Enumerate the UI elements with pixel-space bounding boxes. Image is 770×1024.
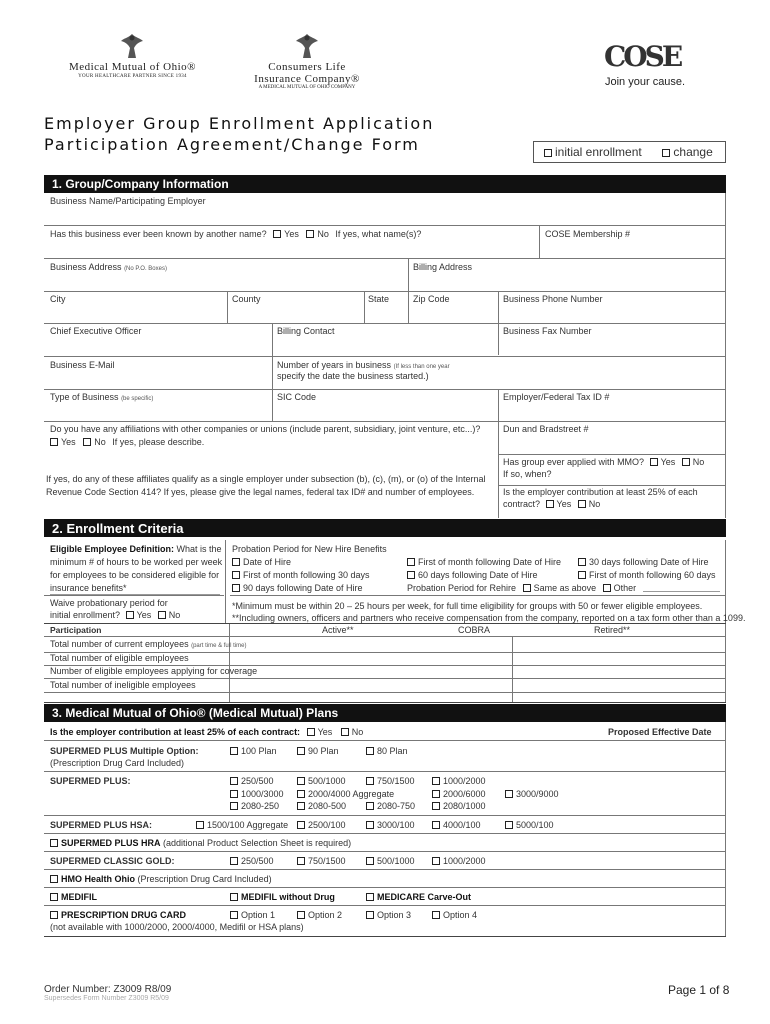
note-minimum-hours: *Minimum must be within 20 – 25 hours per week, for full time eligibility for groups with 50 or fewer eligible employees. — [232, 601, 703, 611]
contrib-25-no-checkbox[interactable] — [578, 500, 586, 508]
years-note-1: (If less than one year — [393, 364, 450, 370]
thirty-days-checkbox[interactable] — [578, 558, 586, 566]
rehire-label: Probation Period for Rehire — [407, 583, 517, 593]
sp-option — [432, 801, 486, 811]
known-by-no-label: No — [317, 229, 329, 239]
sp-checkbox[interactable] — [366, 777, 374, 785]
other-line[interactable] — [643, 591, 720, 592]
gold-option — [230, 856, 274, 866]
gold-option-label: 500/1000 — [377, 856, 415, 866]
business-name-field[interactable]: Business Name/Participating Employer — [50, 196, 206, 206]
billing-address-field[interactable]: Billing Address — [413, 262, 473, 272]
medifil-nodrug-label: MEDIFIL without Drug — [241, 892, 335, 902]
sp-option-label: 2000/4000 Aggregate — [308, 789, 395, 799]
rx-checkbox[interactable] — [366, 911, 374, 919]
col-active: Active** — [322, 625, 354, 635]
rx-option-label: Option 2 — [308, 910, 343, 920]
sp-option-label: 1000/2000 — [443, 776, 486, 786]
city-field[interactable]: City — [50, 294, 66, 304]
sp-option-label: 750/1500 — [377, 776, 415, 786]
eligible-def-bold: Eligible Employee Definition: — [50, 544, 175, 554]
opt-first-month-30 — [232, 570, 370, 580]
gold-checkbox[interactable] — [366, 857, 374, 865]
table-row[interactable]: Total number of eligible employees — [50, 653, 189, 663]
rehire-row — [407, 583, 636, 593]
waive-no-label: No — [168, 610, 181, 620]
sp-option — [297, 776, 346, 786]
order-supersedes: Supersedes Form Number Z3009 R5/09 — [44, 995, 169, 1002]
sp-checkbox[interactable] — [505, 790, 513, 798]
sp-checkbox[interactable] — [432, 790, 440, 798]
type-label: Type of Business — [50, 392, 119, 402]
thirty-days-label: 30 days following Date of Hire — [589, 557, 709, 567]
county-field[interactable]: County — [232, 294, 261, 304]
initial-enrollment-label: initial enrollment — [555, 145, 642, 159]
cose-membership-field[interactable]: COSE Membership # — [545, 229, 631, 239]
row-note: (part time & full time) — [191, 643, 247, 649]
years-label: Number of years in business — [277, 360, 392, 370]
consumers-life-name-1: Consumers Life — [268, 61, 346, 73]
rx-checkbox[interactable] — [230, 911, 238, 919]
row-label: Total number of current employees — [50, 639, 189, 649]
gold-checkbox[interactable] — [230, 857, 238, 865]
opt-date-of-hire — [232, 557, 291, 567]
hsa-checkbox[interactable] — [432, 821, 440, 829]
opt-90-days — [232, 583, 363, 593]
sp-option — [505, 789, 559, 799]
waive-line-1: Waive probationary period for — [50, 598, 168, 608]
waive-label: initial enrollment? — [50, 610, 121, 620]
sp-option-label: 2080/1000 — [443, 801, 486, 811]
eligible-def-text: What is the — [176, 544, 222, 554]
rx-option — [366, 910, 411, 920]
affiliations-question: Do you have any affiliations with other companies or unions (include parent, subsidiary, joint venture, etc...)? — [50, 424, 481, 434]
sp-option-label: 1000/3000 — [241, 789, 284, 799]
hsa-checkbox[interactable] — [297, 821, 305, 829]
applied-mmo-yes-checkbox[interactable] — [650, 458, 658, 466]
gold-checkbox[interactable] — [432, 857, 440, 865]
date-of-hire-label: Date of Hire — [243, 557, 292, 567]
rx-checkbox[interactable] — [432, 911, 440, 919]
applied-mmo-label: Has group ever applied with MMO? — [503, 457, 645, 467]
business-phone-field[interactable]: Business Phone Number — [503, 294, 603, 304]
known-by-question — [50, 229, 421, 239]
cose-wordmark: COSE — [604, 40, 681, 73]
form-title-line-1: Employer Group Enrollment Application — [44, 114, 435, 133]
hmo-checkbox[interactable] — [50, 875, 58, 883]
affiliations-no-label: No — [94, 437, 106, 447]
business-address-field[interactable] — [50, 262, 167, 272]
eligible-def-line-1 — [50, 544, 222, 554]
rx-label: PRESCRIPTION DRUG CARD — [61, 910, 187, 920]
sp-option — [366, 776, 415, 786]
medical-mutual-logo — [50, 32, 215, 82]
sp-checkbox[interactable] — [230, 777, 238, 785]
sp-option — [432, 789, 486, 799]
type-of-business-field[interactable] — [50, 392, 153, 402]
hsa-option-label: 5000/100 — [516, 820, 554, 830]
waive-question — [50, 610, 180, 620]
hsa-label: SUPERMED PLUS HSA: — [50, 820, 153, 830]
other-checkbox[interactable] — [603, 584, 611, 592]
hsa-option — [196, 820, 288, 830]
hsa-option-label: 2500/100 — [308, 820, 346, 830]
business-fax-field[interactable]: Business Fax Number — [503, 326, 592, 336]
contrib-question — [50, 727, 363, 737]
first-month-60-checkbox[interactable] — [578, 571, 586, 579]
ninety-days-checkbox[interactable] — [232, 584, 240, 592]
spm-option — [297, 746, 339, 756]
sp-option-label: 2000/6000 — [443, 789, 486, 799]
years-in-business-field[interactable] — [277, 360, 450, 370]
consumers-life-logo — [238, 32, 376, 90]
hsa-option-label: 4000/100 — [443, 820, 481, 830]
col-cobra: COBRA — [458, 625, 491, 635]
medical-mutual-name: Medical Mutual of Ohio® — [68, 61, 197, 73]
rx-row — [50, 910, 186, 920]
waive-yes-label: Yes — [136, 610, 152, 620]
if-so-when-field[interactable]: If so, when? — [503, 469, 552, 479]
sic-code-field[interactable]: SIC Code — [277, 392, 317, 402]
sp-option — [230, 801, 279, 811]
same-as-above-checkbox[interactable] — [523, 584, 531, 592]
contrib-25-yes-checkbox[interactable] — [546, 500, 554, 508]
sp-checkbox[interactable] — [297, 777, 305, 785]
opt-30-days — [578, 557, 709, 567]
waive-no-checkbox[interactable] — [158, 611, 166, 619]
probation-title: Probation Period for New Hire Benefits — [232, 544, 387, 554]
hsa-option — [366, 820, 415, 830]
medifil-checkbox[interactable] — [50, 893, 58, 901]
hmo-sub: (Prescription Drug Card Included) — [137, 874, 272, 884]
hsa-option-label: 3000/100 — [377, 820, 415, 830]
affiliations-yes-label: Yes — [61, 437, 76, 447]
gold-option-label: 250/500 — [241, 856, 274, 866]
dun-bradstreet-field[interactable]: Dun and Bradstreet # — [503, 424, 589, 434]
sp-checkbox[interactable] — [432, 802, 440, 810]
sp-option-label: 250/500 — [241, 776, 274, 786]
eligible-def-line-3: for employees to be considered eligible for — [50, 570, 220, 580]
spm-90-label: 90 Plan — [308, 746, 339, 756]
form-type-box — [533, 141, 726, 163]
eligible-def-line-2: minimum # of hours to be worked per week — [50, 557, 223, 567]
gold-option — [297, 856, 346, 866]
zip-field[interactable]: Zip Code — [413, 294, 450, 304]
gold-option-label: 1000/2000 — [443, 856, 486, 866]
gold-option — [366, 856, 415, 866]
hmo-row — [50, 874, 272, 884]
spm-90-checkbox[interactable] — [297, 747, 305, 755]
table-row[interactable]: Number of eligible employees applying for coverage — [50, 666, 258, 676]
medifil-label: MEDIFIL — [61, 892, 97, 902]
change-checkbox[interactable] — [662, 149, 670, 157]
medifil-nodrug-row — [230, 892, 335, 902]
change-label: change — [673, 145, 713, 159]
col-participation: Participation — [50, 625, 102, 635]
business-email-field[interactable]: Business E-Mail — [50, 360, 115, 370]
describe-label: If yes, please describe. — [112, 437, 205, 447]
sp-checkbox[interactable] — [230, 790, 238, 798]
hsa-checkbox[interactable] — [196, 821, 204, 829]
contrib-25-no-label: No — [588, 499, 601, 509]
cose-tagline: Join your cause. — [605, 76, 686, 88]
known-by-yes-checkbox[interactable] — [273, 230, 281, 238]
medifil-nodrug-checkbox[interactable] — [230, 893, 238, 901]
rx-option — [230, 910, 275, 920]
proposed-effective-date[interactable]: Proposed Effective Date — [608, 727, 712, 737]
sp-option-label: 3000/9000 — [516, 789, 559, 799]
hra-checkbox[interactable] — [50, 839, 58, 847]
hra-sub: (additional Product Selection Sheet is required) — [163, 838, 352, 848]
consumers-life-tagline: A MEDICAL MUTUAL OF OHIO COMPANY — [258, 85, 356, 90]
other-label: Other — [613, 583, 637, 593]
page-number: Page 1 of 8 — [668, 983, 730, 997]
contrib-25-line-1: Is the employer contribution at least 25% of each — [503, 487, 698, 497]
date-of-hire-checkbox[interactable] — [232, 558, 240, 566]
hmo-label: HMO Health Ohio — [61, 874, 135, 884]
sp-option — [366, 801, 415, 811]
spm-option — [230, 746, 277, 756]
rx-note: (not available with 1000/2000, 2000/4000, Medifil or HSA plans) — [50, 922, 304, 932]
sp-checkbox[interactable] — [366, 802, 374, 810]
contrib-25-question — [503, 499, 600, 509]
eagle-icon — [118, 32, 146, 60]
consumers-life-name-2: Insurance Company® — [254, 73, 360, 85]
rx-option-label: Option 3 — [377, 910, 412, 920]
sp-option-label: 2080-500 — [308, 801, 347, 811]
sp-option — [297, 789, 394, 799]
affiliations-no-checkbox[interactable] — [83, 438, 91, 446]
applied-mmo-yes-label: Yes — [660, 457, 676, 467]
applied-mmo-question — [503, 457, 704, 467]
note-including-owners: **Including owners, officers and partners who receive compensation from the company, reported on a tax form other than a 1099. — [232, 613, 746, 623]
hra-row — [50, 838, 351, 848]
opt-60-days — [407, 570, 538, 580]
hsa-checkbox[interactable] — [505, 821, 513, 829]
table-row[interactable]: Total number of ineligible employees — [50, 680, 196, 690]
spm-80-checkbox[interactable] — [366, 747, 374, 755]
gold-label: SUPERMED CLASSIC GOLD: — [50, 856, 175, 866]
sp-checkbox[interactable] — [230, 802, 238, 810]
contrib-yes-checkbox[interactable] — [307, 728, 315, 736]
order-number: Order Number: Z3009 R8/09 — [44, 984, 172, 995]
sixty-days-label: 60 days following Date of Hire — [418, 570, 538, 580]
affiliations-yes-checkbox[interactable] — [50, 438, 58, 446]
rx-checkbox[interactable] — [297, 911, 305, 919]
col-retired: Retired** — [594, 625, 631, 635]
first-month-60-label: First of month following 60 days — [589, 570, 716, 580]
hsa-option — [297, 820, 346, 830]
initial-enrollment-checkbox[interactable] — [544, 149, 552, 157]
section-3-header: 3. Medical Mutual of Ohio® (Medical Mutual) Plans — [44, 704, 726, 722]
table-row[interactable] — [50, 639, 246, 649]
section-2-header: 2. Enrollment Criteria — [44, 519, 726, 537]
rx-option — [432, 910, 477, 920]
medicare-label: MEDICARE Carve-Out — [377, 892, 472, 902]
sp-option-label: 500/1000 — [308, 776, 346, 786]
rx-option-label: Option 4 — [443, 910, 478, 920]
sp-checkbox[interactable] — [432, 777, 440, 785]
form-title-line-2: Participation Agreement/Change Form — [44, 135, 420, 154]
sixty-days-checkbox[interactable] — [407, 571, 415, 579]
rx-checkbox[interactable] — [50, 911, 58, 919]
state-field[interactable]: State — [368, 294, 390, 304]
years-note-2: specify the date the business started.) — [277, 371, 429, 381]
spm-label: SUPERMED PLUS Multiple Option: — [50, 746, 199, 756]
hra-label: SUPERMED PLUS HRA — [61, 838, 161, 848]
hsa-checkbox[interactable] — [366, 821, 374, 829]
eligible-def-line-4: insurance benefits* — [50, 583, 127, 593]
contrib-question-label: Is the employer contribution at least 25% of each contract: — [50, 727, 301, 737]
medical-mutual-tagline: YOUR HEALTHCARE PARTNER SINCE 1934 — [78, 74, 187, 79]
first-month-30-checkbox[interactable] — [232, 571, 240, 579]
cose-logo — [600, 40, 700, 92]
single-employer-line-2: Revenue Code Section 414? If yes, please give the legal names, federal tax ID# and number of employees. — [46, 487, 475, 497]
spm-100-checkbox[interactable] — [230, 747, 238, 755]
sp-option — [230, 776, 274, 786]
eagle-icon — [293, 32, 321, 60]
gold-option — [432, 856, 486, 866]
gold-option-label: 750/1500 — [308, 856, 346, 866]
other-names-label: If yes, what name(s)? — [335, 229, 422, 239]
gold-checkbox[interactable] — [297, 857, 305, 865]
ceo-field[interactable]: Chief Executive Officer — [50, 326, 142, 336]
contrib-25-yes-label: Yes — [556, 499, 572, 509]
sp-option-label: 2080-250 — [241, 801, 280, 811]
first-month-hire-label: First of month following Date of Hire — [418, 557, 562, 567]
no-po-note: (No P.O. Boxes) — [124, 266, 167, 272]
business-address-label: Business Address — [50, 262, 122, 272]
contrib-yes-label: Yes — [317, 727, 333, 737]
sp-option — [297, 801, 346, 811]
sp-option — [432, 776, 486, 786]
sp-label: SUPERMED PLUS: — [50, 776, 131, 786]
billing-contact-field[interactable]: Billing Contact — [277, 326, 335, 336]
medifil-row — [50, 892, 97, 902]
hsa-option — [432, 820, 481, 830]
known-by-yes-label: Yes — [284, 229, 299, 239]
contrib-no-checkbox[interactable] — [341, 728, 349, 736]
applied-mmo-no-label: No — [692, 457, 705, 467]
applied-mmo-no-checkbox[interactable] — [682, 458, 690, 466]
spm-sub: (Prescription Drug Card Included) — [50, 758, 185, 768]
section-1-header: 1. Group/Company Information — [44, 175, 726, 193]
rx-option-label: Option 1 — [241, 910, 276, 920]
contrib-no-label: No — [351, 727, 364, 737]
spm-80-label: 80 Plan — [377, 746, 408, 756]
waive-yes-checkbox[interactable] — [126, 611, 134, 619]
first-month-hire-checkbox[interactable] — [407, 558, 415, 566]
hsa-option — [505, 820, 554, 830]
rx-option — [297, 910, 342, 920]
medicare-row — [366, 892, 471, 902]
type-note: (be specific) — [121, 396, 154, 402]
opt-first-month-60 — [578, 570, 716, 580]
medicare-checkbox[interactable] — [366, 893, 374, 901]
contrib-25-label: contract? — [503, 499, 541, 509]
same-as-above-label: Same as above — [533, 583, 597, 593]
known-by-no-checkbox[interactable] — [306, 230, 314, 238]
spm-option — [366, 746, 408, 756]
opt-first-month-hire — [407, 557, 561, 567]
sp-option-label: 2080-750 — [377, 801, 416, 811]
sp-checkbox[interactable] — [297, 802, 305, 810]
sp-checkbox[interactable] — [297, 790, 305, 798]
spm-100-label: 100 Plan — [241, 746, 277, 756]
ninety-days-label: 90 days following Date of Hire — [243, 583, 363, 593]
sp-option — [230, 789, 284, 799]
single-employer-line-1: If yes, do any of these affiliates qualify as a single employer under subsection (b), (c), (m), or (o) of the Internal — [46, 474, 486, 484]
tax-id-field[interactable]: Employer/Federal Tax ID # — [503, 392, 610, 402]
first-month-30-label: First of month following 30 days — [243, 570, 370, 580]
affiliations-answer — [50, 437, 204, 447]
hsa-option-label: 1500/100 Aggregate — [207, 820, 289, 830]
known-by-label: Has this business ever been known by another name? — [50, 229, 267, 239]
